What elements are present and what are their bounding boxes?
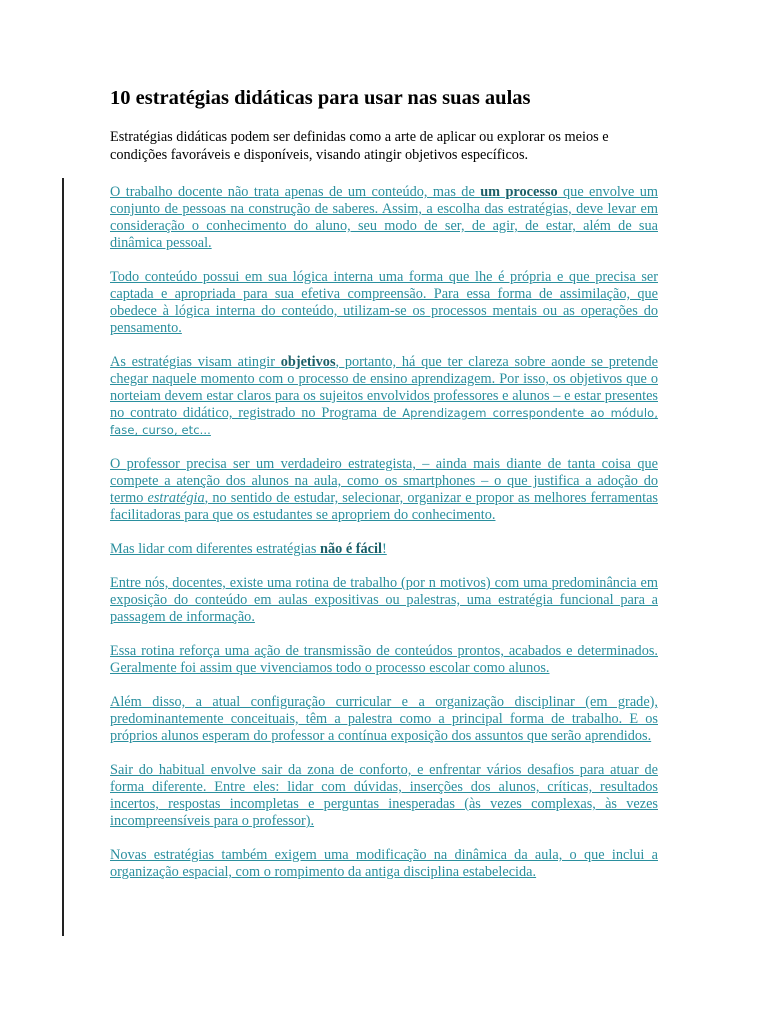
paragraph-10[interactable]: Novas estratégias também exigem uma modificação na dinâmica da aula, o que inclui a organização espacial, com o rompimento da antiga disciplina estabelecida. [110, 847, 658, 880]
paragraph-1-text-c: que envolve um conjunto de pessoas na construção de saberes. Assim, a escolha das estratégias, deve levar em consideração o conhecimento do aluno, seu modo de ser, de agir, de estar, além de sua dinâmica pessoal. [110, 184, 658, 251]
paragraph-9[interactable]: Sair do habitual envolve sair da zona de conforto, e enfrentar vários desafios para atuar de forma diferente. Entre eles: lidar com dúvidas, inserções dos alunos, críticas, resultados incertos, respostas incompletas e perguntas inesperadas (às vezes complexas, às vezes incompreensíveis para o professor). [110, 762, 658, 829]
paragraph-1-bold: um processo [480, 184, 558, 200]
paragraph-1[interactable] [110, 184, 658, 252]
paragraph-7[interactable]: Essa rotina reforça uma ação de transmissão de conteúdos prontos, acabados e determinados. Geralmente foi assim que vivenciamos todo o processo escolar como alunos. [110, 643, 658, 676]
paragraph-6[interactable]: Entre nós, docentes, existe uma rotina de trabalho (por n motivos) com uma predominância em exposição do conteúdo em aulas expositivas ou palestras, uma estratégia funcional para a passagem de informação. [110, 575, 658, 625]
paragraph-5[interactable] [110, 541, 658, 558]
paragraph-3-text-a: As estratégias visam atingir [110, 354, 281, 370]
paragraph-3[interactable] [110, 354, 658, 439]
paragraph-4-text-c: , no sentido de estudar, selecionar, organizar e propor as melhores ferramentas facilitadoras para que os estudantes se apropriem do conhecimento. [110, 490, 658, 523]
paragraph-8[interactable]: Além disso, a atual configuração curricular e a organização disciplinar (em grade), predominantemente conceituais, têm a palestra como a principal forma de trabalho. E os próprios alunos esperam do professor a contínua exposição dos assuntos que serão aprendidos. [110, 694, 658, 744]
paragraph-5-bold: não é fácil [320, 541, 382, 557]
paragraph-2[interactable]: Todo conteúdo possui em sua lógica interna uma forma que lhe é própria e que precisa ser captada e apropriada para sua efetiva compreensão. Para essa forma de assimilação, que obedece à lógica interna do conteúdo, utilizam-se os processos mentais ou as operações do pensamento. [110, 269, 658, 336]
intro-paragraph: Estratégias didáticas podem ser definidas como a arte de aplicar ou explorar os meios e condições favoráveis e disponíveis, visando atingir objetivos específicos. [110, 129, 609, 163]
document-page [110, 86, 658, 898]
paragraph-4-italic: estratégia [147, 490, 205, 506]
paragraph-4-text-a: O professor precisa ser um verdadeiro estrategista, – ainda mais diante de tanta coisa que compete a atenção dos alunos na aula, como os smartphones – o que justifica a adoção do termo [110, 456, 658, 506]
paragraph-5-text-a: Mas lidar com diferentes estratégias [110, 541, 321, 557]
paragraph-3-bold: objetivos [280, 354, 336, 370]
paragraph-5-text-c: ! [381, 541, 387, 557]
paragraph-3-text-c: , portanto, há que ter clareza sobre aonde se pretende chegar naquele momento com o processo de ensino aprendizagem. Por isso, os objetivos que o norteiam devem estar claros para os sujeitos envolvidos professores e alunos – e estar presentes no contrato didático, registrado no Programa de [110, 354, 658, 421]
paragraph-1-text-a: O trabalho docente não trata apenas de um conteúdo, mas de [110, 184, 481, 200]
paragraph-3-text-d: Aprendizagem correspondente ao módulo, fase, curso, etc... [110, 406, 659, 437]
margin-bar [62, 178, 64, 936]
page-title: 10 estratégias didáticas para usar nas suas aulas [110, 87, 531, 109]
paragraph-4[interactable] [110, 456, 658, 524]
